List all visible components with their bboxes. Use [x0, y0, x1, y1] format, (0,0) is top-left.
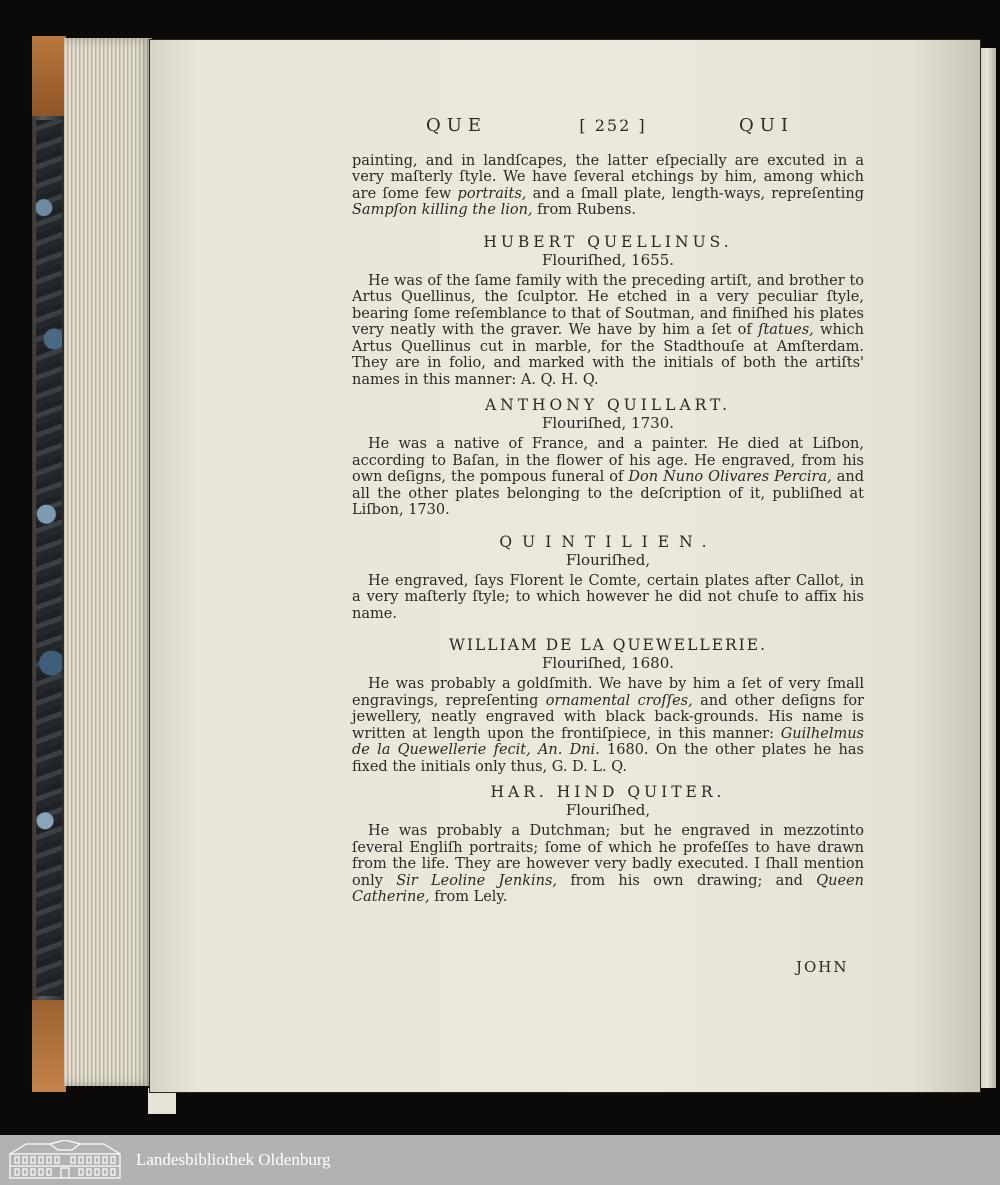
text-run: which Artus Quellinus cut in marble, for the Stadthouſe at Amſterdam. They are in folio, and marked with the initials of both the artiſts' names in this manner: A. Q. H. Q.: [352, 322, 864, 388]
page-number: [ 252 ]: [579, 116, 647, 135]
italic-run: Guilhelmus de la Quewellerie fecit, An. Dni.: [352, 725, 864, 758]
entry-heading-anthony: ANTHONY QUILLART.: [484, 396, 732, 414]
entry-heading-william: WILLIAM DE LA QUEWELLERIE.: [448, 636, 768, 654]
italic-run: Queen Catherine,: [352, 872, 864, 905]
running-head-right: QUI: [738, 115, 794, 136]
text-run: from Lely.: [429, 889, 508, 905]
entry-text-quintilien: He engraved, ſays Florent le Comte, certain plates after Callot, in a very maſterly ſtyle; to which however he did not chuſe to affix his name.: [352, 572, 864, 622]
text-run: from Rubens.: [532, 202, 637, 218]
italic-run: Don Nuno Olivares Percira,: [628, 469, 832, 485]
right-page-edge: [978, 48, 996, 1088]
text-run: painting, and in landſcapes, the latter eſpecially are excuted in a very maſterly ſtyle. We have ſeveral etchings by him, among which are ſome few: [352, 152, 864, 202]
library-building-icon: [6, 1140, 124, 1180]
running-head-left: QUE: [426, 115, 488, 136]
page-edges: [64, 38, 152, 1086]
entry-heading-hubert: HUBERT QUELLINUS.: [483, 232, 733, 251]
entry-flourished-quintilien: Flouriſhed,: [565, 550, 651, 569]
italic-run: Sampſon killing the lion,: [352, 202, 533, 218]
italic-run: ſtatues,: [758, 322, 814, 338]
entry-text-hubert: [352, 273, 864, 389]
running-head: [426, 115, 794, 136]
entry-heading-quintilien: QUINTILIEN.: [499, 532, 717, 551]
text-run: He was of the ſame family with the preceding artiſt, and brother to Artus Quellinus, the ſculptor. He etched in a very peculiar ſtyle, bearing ſome reſemblance to that of Soutman, and finiſhed his plates very neatly with the graver. We have by him a ſet of: [352, 272, 864, 338]
entry-flourished-anthony: Flouriſhed, 1730.: [541, 414, 675, 432]
marbled-board: [36, 120, 62, 996]
text-run: and all the other plates belonging to the deſcription of it, publiſhed at Liſbon, 1730.: [352, 469, 864, 518]
library-footer: [0, 1135, 1000, 1185]
text-run: He was probably a Dutchman; but he engraved in mezzotinto ſeveral Engliſh portraits; ſome of which he profeſſes to have drawn from the life. They are however very badly executed. I ſhall mention only: [352, 823, 864, 889]
text-run: He was a native of France, and a painter. He died at Liſbon, according to Baſan, in the flower of his age. He engraved, from his own deſigns, the pompous funeral of: [352, 436, 864, 485]
leather-corner-top: [32, 36, 66, 116]
italic-run: ornamental croſſes,: [545, 692, 693, 709]
entry-text-har: [352, 823, 864, 906]
text-run: 1680. On the other plates he has fixed the initials only thus, G. D. L. Q.: [352, 742, 864, 775]
text-run: and other deſigns for jewellery, neatly engraved with black back-grounds. His name is written at length upon the frontiſpiece, in this manner:: [352, 692, 864, 742]
entry-flourished-hubert: Flouriſhed, 1655.: [541, 250, 675, 269]
entry-heading-har: HAR. HIND QUITER.: [490, 783, 726, 801]
entry-text-william: [352, 676, 864, 775]
leather-corner-bottom: [32, 1000, 66, 1092]
italic-run: portraits,: [457, 185, 527, 202]
text-run: from his own drawing; and: [557, 872, 817, 889]
entry-flourished-har: Flouriſhed,: [565, 801, 651, 819]
text-run: He was probably a goldſmith. We have by him a ſet of very ſmall engravings, repreſenting: [352, 676, 864, 709]
page-content: [352, 112, 864, 906]
italic-run: Sir Leoline Jenkins,: [396, 872, 558, 889]
library-name: Landesbibliothek Oldenburg: [136, 1150, 331, 1169]
entry-text-anthony: [352, 436, 864, 519]
catchword: JOHN: [796, 958, 849, 976]
entry-flourished-william: Flouriſhed, 1680.: [541, 654, 675, 672]
intro-paragraph: [352, 153, 864, 219]
text-run: and a ſmall plate, length-ways, repreſenting: [526, 185, 864, 202]
